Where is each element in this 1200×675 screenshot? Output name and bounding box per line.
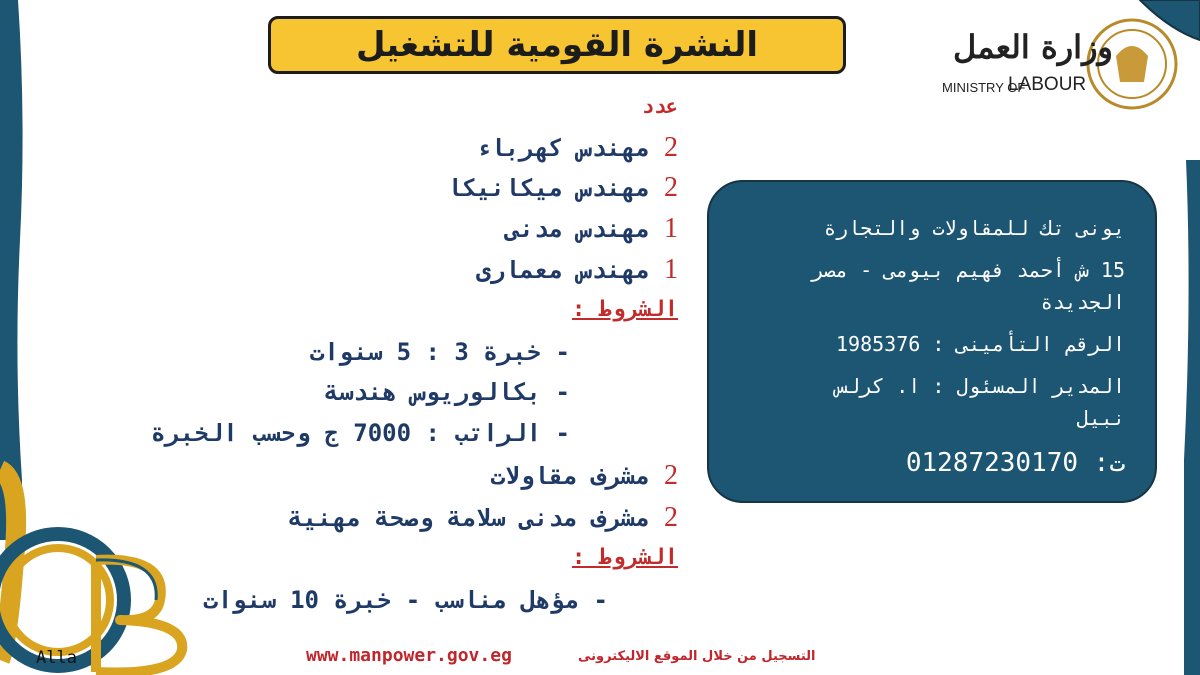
job-title: مشرف مقاولات — [490, 462, 650, 490]
ministry-name-arabic: وزارة العمل — [953, 28, 1113, 66]
conditions-heading: الشروط : — [572, 297, 678, 322]
job-title: مهندس كهرباء — [476, 134, 650, 162]
job-line — [505, 213, 678, 245]
job-line — [476, 254, 678, 286]
job-line — [476, 132, 678, 164]
bulletin-title-box — [268, 16, 846, 74]
job-line — [447, 172, 678, 204]
condition-item: - الراتب : 7000 ج وحسب الخبرة — [150, 419, 570, 447]
company-address-line2: الجديدة — [1040, 290, 1125, 314]
company-name: يونى تك للمقاولات والتجارة — [823, 216, 1125, 240]
company-info-box — [707, 180, 1157, 503]
job-count: 2 — [664, 132, 678, 163]
job-decoration — [0, 470, 182, 673]
job-title: مهندس ميكانيكا — [447, 174, 650, 202]
job-line — [288, 502, 678, 534]
ministry-name-english-main: LABOUR — [1008, 74, 1087, 95]
job-title: مشرف مدنى سلامة وصحة مهنية — [288, 504, 650, 532]
manager-name-line1: المدير المسئول : ا. كرلس — [836, 374, 1125, 398]
job-title: مهندس مدنى — [505, 215, 650, 243]
job-line — [491, 460, 678, 492]
job-count: 2 — [664, 502, 678, 533]
company-address-line1: 15 ش أحمد فهيم بيومى - مصر — [811, 258, 1125, 282]
condition-item: - خبرة 3 : 5 سنوات — [309, 338, 570, 366]
registration-note: التسجيل من خلال الموقع الاليكترونى — [578, 649, 816, 664]
ministry-name-english-prefix: MINISTRY OF — [942, 80, 1026, 95]
job-count: 1 — [664, 213, 678, 244]
watermark-text: Alla — [36, 648, 77, 668]
job-title: مهندس معمارى — [476, 256, 650, 284]
insurance-number: الرقم التأمينى : 1985376 — [836, 332, 1125, 356]
condition-item: - بكالوريوس هندسة — [324, 378, 570, 406]
conditions-heading: الشروط : — [572, 545, 678, 570]
registration-url[interactable]: www.manpower.gov.eg — [306, 645, 512, 666]
count-label: عدد — [641, 94, 678, 118]
left-navy-stripe — [0, 0, 23, 540]
job-count: 2 — [664, 460, 678, 491]
condition-item: - مؤهل مناسب - خبرة 10 سنوات — [203, 586, 608, 614]
job-count: 1 — [664, 254, 678, 285]
manager-name-line2: نبيل — [1076, 406, 1125, 430]
company-phone: ت: 01287230170 — [905, 448, 1125, 478]
right-navy-stripe — [1184, 160, 1200, 675]
job-count: 2 — [664, 172, 678, 203]
bulletin-title: النشرة القومية للتشغيل — [355, 25, 759, 65]
